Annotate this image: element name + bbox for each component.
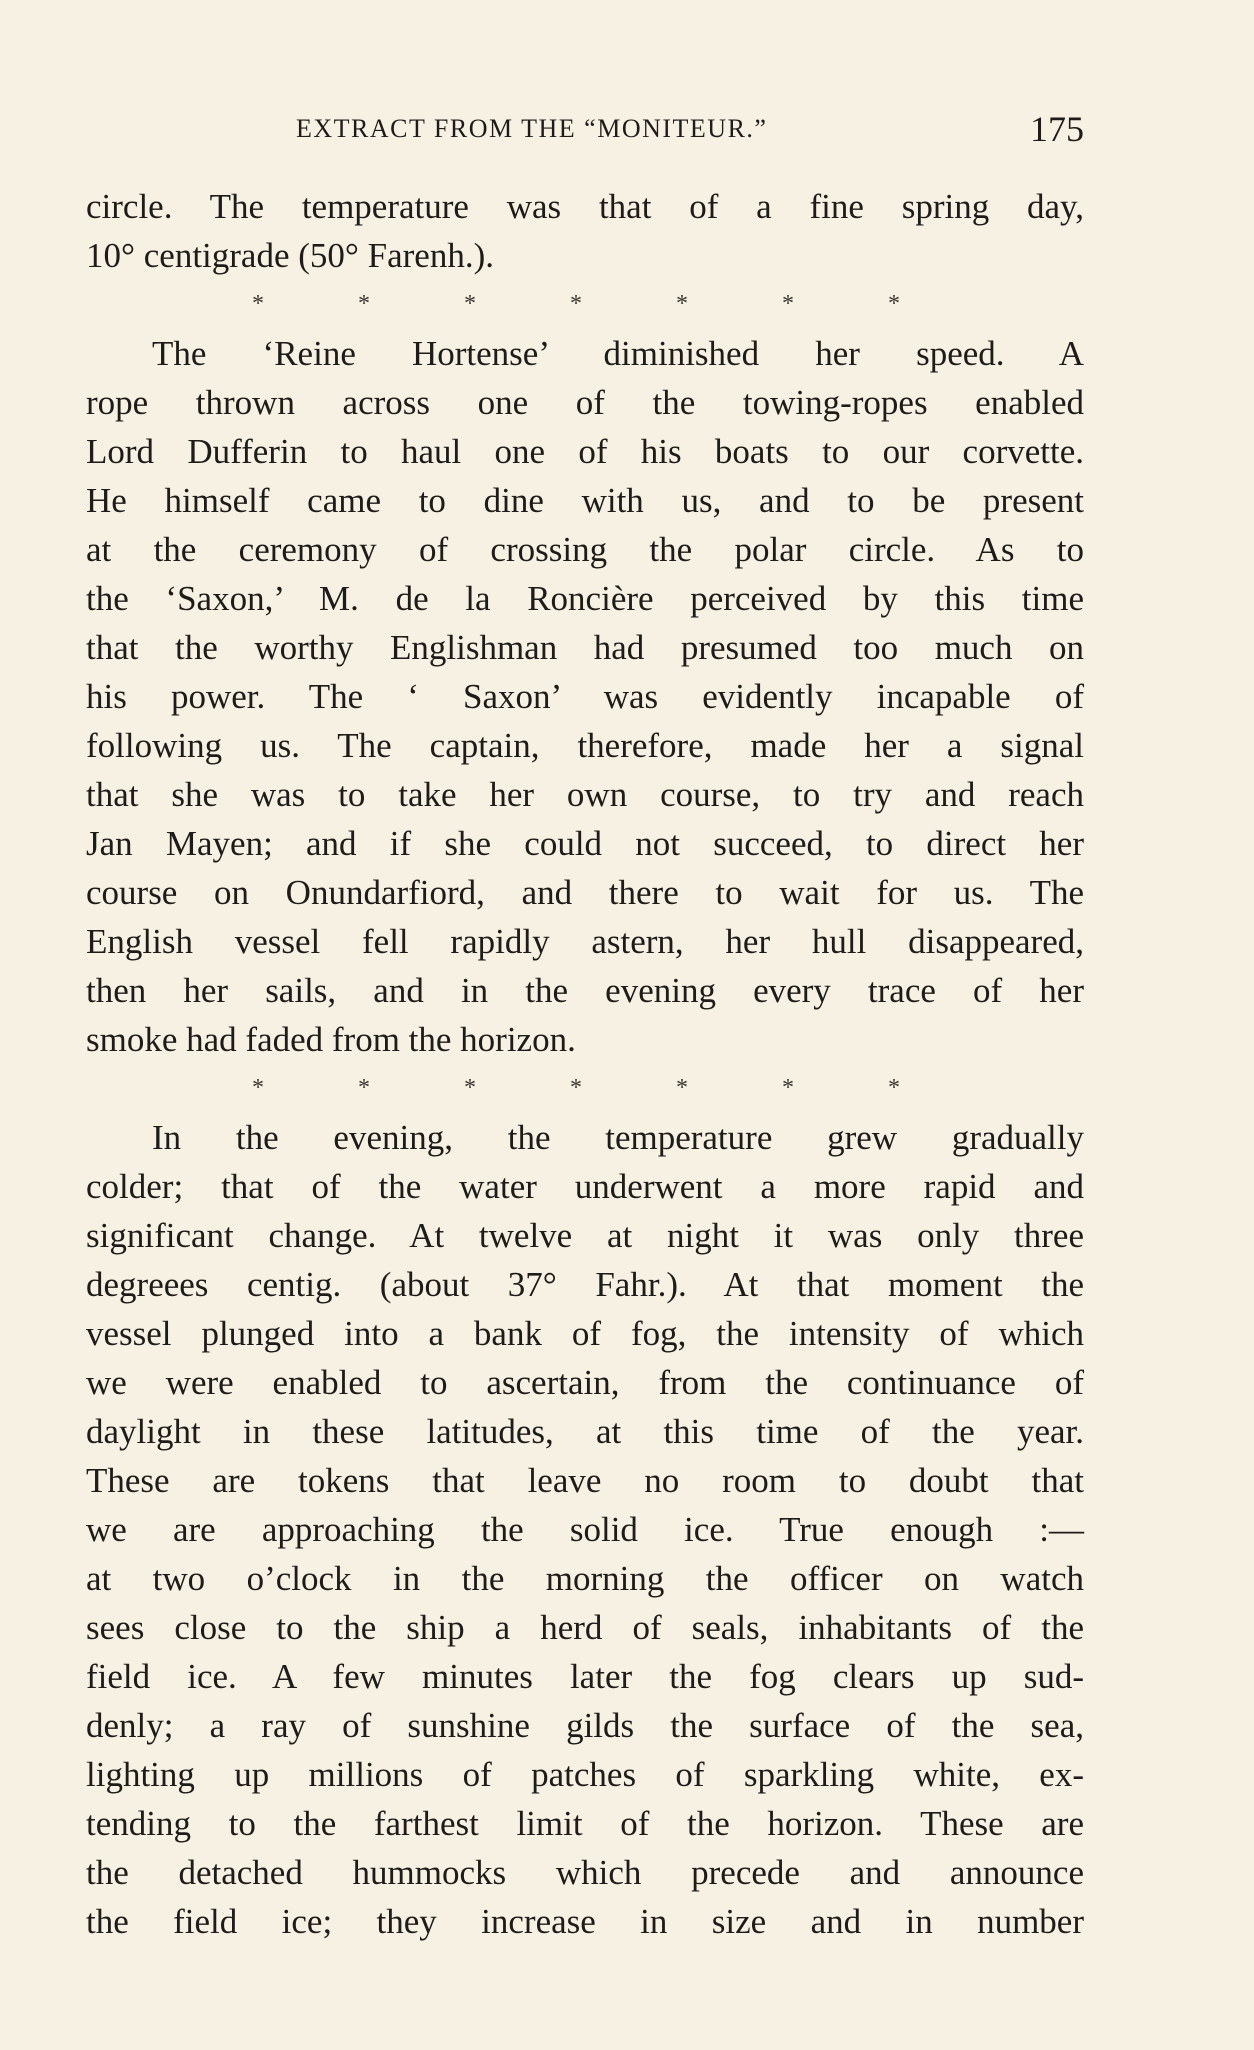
text-line: we are approaching the solid ice. True enough :— <box>86 1510 1084 1549</box>
asterisk-ornament: * <box>782 1075 794 1101</box>
text-line: that the worthy Englishman had presumed too much on <box>86 628 1084 667</box>
asterisk-ornament: * <box>676 1075 688 1101</box>
asterisk-ornament: * <box>782 291 794 317</box>
text-line: field ice. A few minutes later the fog clears up sud- <box>86 1657 1084 1696</box>
text-line: significant change. At twelve at night it was only three <box>86 1216 1084 1255</box>
section-break-asterisks <box>86 1064 1084 1113</box>
text-line: He himself came to dine with us, and to be present <box>86 481 1084 520</box>
text-line: the ‘Saxon,’ M. de la Roncière perceived by this time <box>86 579 1084 618</box>
text-line: rope thrown across one of the towing-ropes enabled <box>86 383 1084 422</box>
text-line: English vessel fell rapidly astern, her hull disappeared, <box>86 922 1084 961</box>
text-line: degreees centig. (about 37° Fahr.). At that moment the <box>86 1265 1084 1304</box>
asterisk-ornament: * <box>676 291 688 317</box>
asterisk-ornament: * <box>570 1075 582 1101</box>
text-line: Lord Dufferin to haul one of his boats to our corvette. <box>86 432 1084 471</box>
text-line: that she was to take her own course, to try and reach <box>86 775 1084 814</box>
asterisk-ornament: * <box>570 291 582 317</box>
text-line: These are tokens that leave no room to doubt that <box>86 1461 1084 1500</box>
text-line: following us. The captain, therefore, made her a signal <box>86 726 1084 765</box>
text-line: the detached hummocks which precede and announce <box>86 1853 1084 1892</box>
text-line: denly; a ray of sunshine gilds the surface of the sea, <box>86 1706 1084 1745</box>
body-text <box>86 182 1084 1946</box>
running-head <box>86 108 1084 158</box>
text-line: his power. The ‘ Saxon’ was evidently incapable of <box>86 677 1084 716</box>
text-line: Jan Mayen; and if she could not succeed, to direct her <box>86 824 1084 863</box>
text-line: 10° centigrade (50° Farenh.). <box>86 236 494 275</box>
text-line: colder; that of the water underwent a more rapid and <box>86 1167 1084 1206</box>
running-head-title: EXTRACT FROM THE “MONITEUR.” <box>296 114 768 143</box>
text-line: at the ceremony of crossing the polar circle. As to <box>86 530 1084 569</box>
text-line: sees close to the ship a herd of seals, inhabitants of the <box>86 1608 1084 1647</box>
asterisk-ornament: * <box>888 1075 900 1101</box>
text-line: lighting up millions of patches of sparkling white, ex- <box>86 1755 1084 1794</box>
section-break-asterisks <box>86 280 1084 329</box>
asterisk-ornament: * <box>888 291 900 317</box>
text-line: daylight in these latitudes, at this time of the year. <box>86 1412 1084 1451</box>
text-line: then her sails, and in the evening every trace of her <box>86 971 1084 1010</box>
text-line: tending to the farthest limit of the horizon. These are <box>86 1804 1084 1843</box>
text-line: course on Onundarfiord, and there to wait for us. The <box>86 873 1084 912</box>
text-line: the field ice; they increase in size and in number <box>86 1902 1084 1941</box>
asterisk-ornament: * <box>464 1075 476 1101</box>
text-line: circle. The temperature was that of a fine spring day, <box>86 187 1084 226</box>
asterisk-ornament: * <box>358 1075 370 1101</box>
text-line: we were enabled to ascertain, from the continuance of <box>86 1363 1084 1402</box>
asterisk-ornament: * <box>252 1075 264 1101</box>
page-number: 175 <box>1030 109 1084 149</box>
asterisk-ornament: * <box>358 291 370 317</box>
text-line: at two o’clock in the morning the officer on watch <box>86 1559 1084 1598</box>
asterisk-ornament: * <box>464 291 476 317</box>
text-line: The ‘Reine Hortense’ diminished her speed. A <box>152 334 1084 373</box>
asterisk-ornament: * <box>252 291 264 317</box>
text-line: vessel plunged into a bank of fog, the intensity of which <box>86 1314 1084 1353</box>
text-line: In the evening, the temperature grew gradually <box>152 1118 1084 1157</box>
text-line: smoke had faded from the horizon. <box>86 1020 576 1059</box>
